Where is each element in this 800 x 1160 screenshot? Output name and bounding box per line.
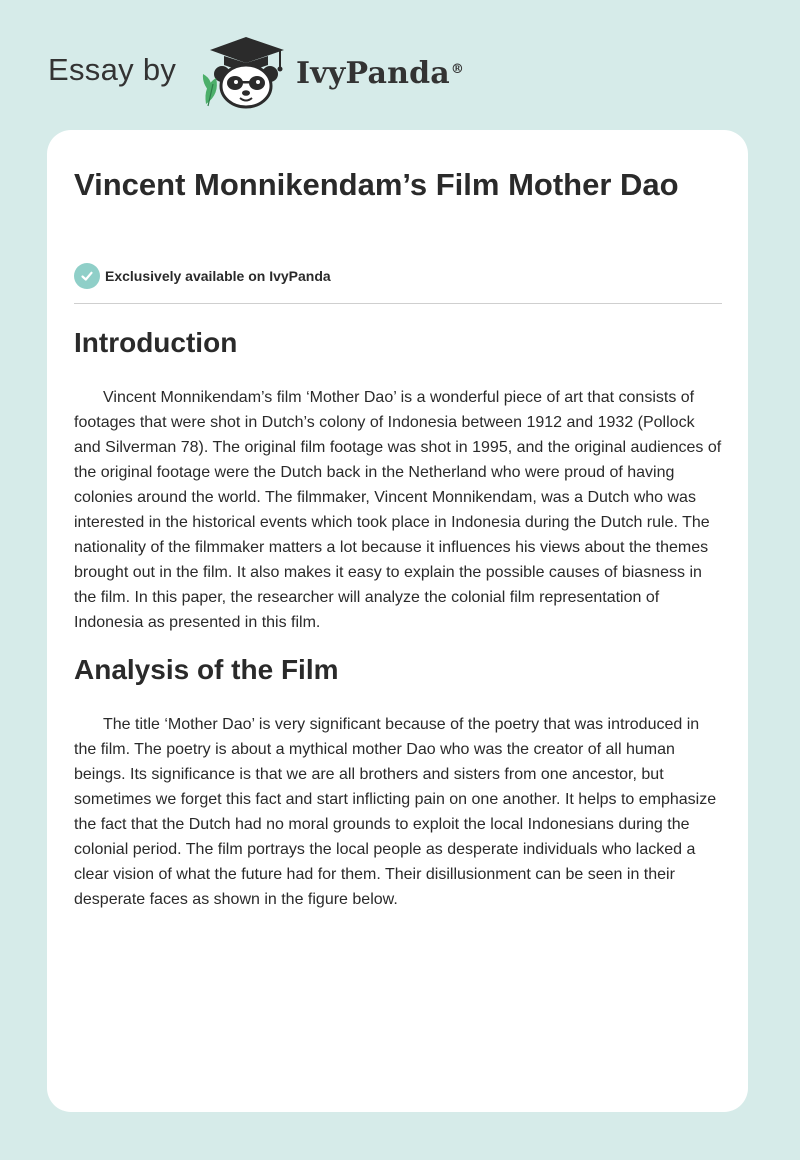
exclusive-badge [74, 263, 331, 289]
article-title: Vincent Monnikendam’s Film Mother Dao [74, 167, 679, 202]
exclusive-badge-text: Exclusively available on IvyPanda [105, 268, 331, 284]
registered-mark: ® [450, 62, 465, 77]
section-heading-analysis: Analysis of the Film [74, 654, 339, 685]
essay-by-label: Essay by [48, 52, 177, 87]
panda-graduation-cap-icon[interactable] [200, 34, 292, 110]
section-paragraph-introduction: Vincent Monnikendam’s film ‘Mother Dao’ is a wonderful piece of art that consists of footages that were shot in Dutch’s colony of Indonesia between 1912 and 1932 (Pollock and Silverman 78). The original film footage was shot in 1995, and the original audiences of the original footage were the Dutch back in the Netherland who were proud of having colonies around the world. The filmmaker, Vincent Monnikendam, was a Dutch who was interested in the historical events which took place in Indonesia during the Dutch rule. The nationality of the filmmaker matters a lot because it influences his views about the themes brought out in the film. It also makes it easy to explain the possible causes of biasness in the film. In this paper, the researcher will analyze the colonial film representation of Indonesia as presented in this film. [74, 389, 722, 631]
section-heading-introduction: Introduction [74, 327, 238, 358]
brand-name[interactable]: IvyPanda® [296, 56, 465, 91]
site-header [0, 0, 800, 130]
article-card [47, 130, 748, 1112]
title-divider [74, 303, 722, 304]
check-circle-icon [74, 263, 100, 289]
section-paragraph-analysis: The title ‘Mother Dao’ is very significant because of the poetry that was introduced in the film. The poetry is about a mythical mother Dao who was the creator of all human beings. Its significance is that we are all brothers and sisters from one ancestor, but sometimes we forget this fact and start inflicting pain on one another. It helps to emphasize the fact that the Dutch had no moral grounds to exploit the local Indonesians during the colonial period. The film portrays the local people as desperate individuals who lacked a clear vision of what the future had for them. Their disillusionment can be seen in their desperate faces as shown in the figure below. [74, 716, 717, 908]
